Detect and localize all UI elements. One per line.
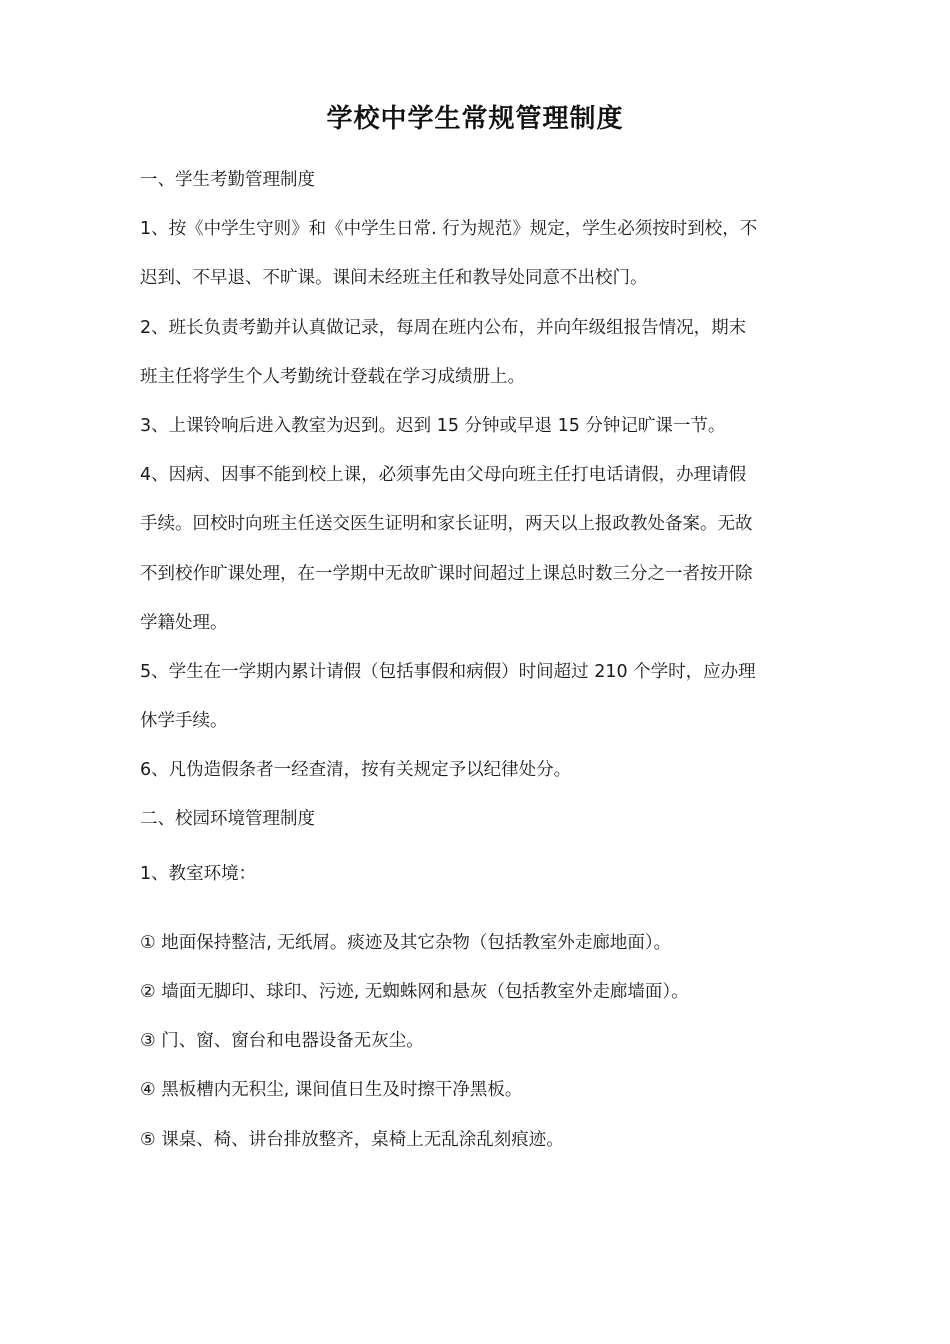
subsection-heading: 1、教室环境： <box>140 864 257 884</box>
paragraph-line: 迟到、不早退、不旷课。课间未经班主任和教导处同意不出校门。 <box>140 268 648 288</box>
paragraph-line: 6、凡伪造假条者一经查清，按有关规定予以纪律处分。 <box>140 760 572 780</box>
section-heading: 二、校园环境管理制度 <box>140 809 315 829</box>
section-heading: 一、学生考勤管理制度 <box>140 170 315 190</box>
document-title: 学校中学生常规管理制度 <box>326 104 624 134</box>
list-item: ② 墙面无脚印、球印、污迹, 无蜘蛛网和悬灰（包括教室外走廊墙面）。 <box>140 982 689 1002</box>
paragraph-line: 不到校作旷课处理，在一学期中无故旷课时间超过上课总时数三分之一者按开除 <box>140 564 753 584</box>
list-item: ④ 黑板槽内无积尘, 课间值日生及时擦干净黑板。 <box>140 1080 523 1100</box>
paragraph-line: 3、上课铃响后进入教室为迟到。迟到 15 分钟或早退 15 分钟记旷课一节。 <box>140 416 726 436</box>
list-item: ① 地面保持整洁, 无纸屑。痰迹及其它杂物（包括教室外走廊地面）。 <box>140 933 672 953</box>
list-item: ⑤ 课桌、椅、讲台排放整齐，桌椅上无乱涂乱刻痕迹。 <box>140 1130 564 1150</box>
paragraph-line: 班主任将学生个人考勤统计登载在学习成绩册上。 <box>140 367 525 387</box>
paragraph-line: 手续。回校时向班主任送交医生证明和家长证明，两天以上报政教处备案。无故 <box>140 514 753 534</box>
paragraph-line: 休学手续。 <box>140 711 228 731</box>
paragraph-line: 1、按《中学生守则》和《中学生日常. 行为规范》规定，学生必须按时到校，不 <box>140 219 758 239</box>
list-item: ③ 门、窗、窗台和电器设备无灰尘。 <box>140 1031 424 1051</box>
paragraph-line: 2、班长负责考勤并认真做记录，每周在班内公布，并向年级组报告情况，期末 <box>140 318 747 338</box>
paragraph-line: 4、因病、因事不能到校上课，必须事先由父母向班主任打电话请假，办理请假 <box>140 465 747 485</box>
paragraph-line: 学籍处理。 <box>140 613 228 633</box>
paragraph-line: 5、学生在一学期内累计请假（包括事假和病假）时间超过 210 个学时，应办理 <box>140 662 756 682</box>
